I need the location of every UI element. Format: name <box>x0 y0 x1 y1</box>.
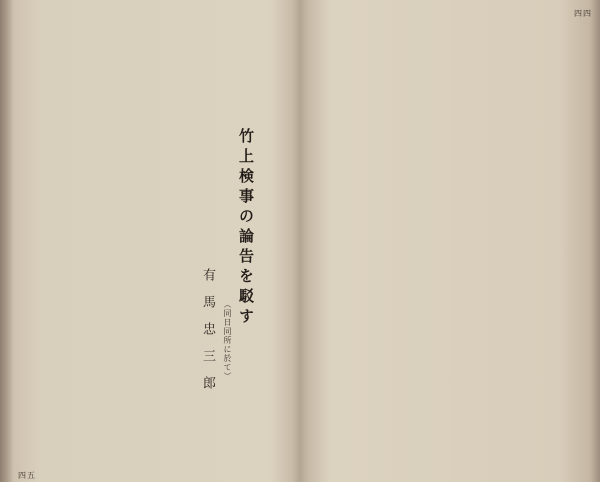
author-name: 有馬忠三郎 <box>200 268 215 403</box>
page-number: 四四 <box>574 9 592 18</box>
article-subtitle: （同日同所に於て） <box>223 300 232 381</box>
article-title: 竹上検事の論告を駁す <box>237 128 255 328</box>
right-page <box>300 0 600 482</box>
page-number: 四五 <box>18 471 36 480</box>
